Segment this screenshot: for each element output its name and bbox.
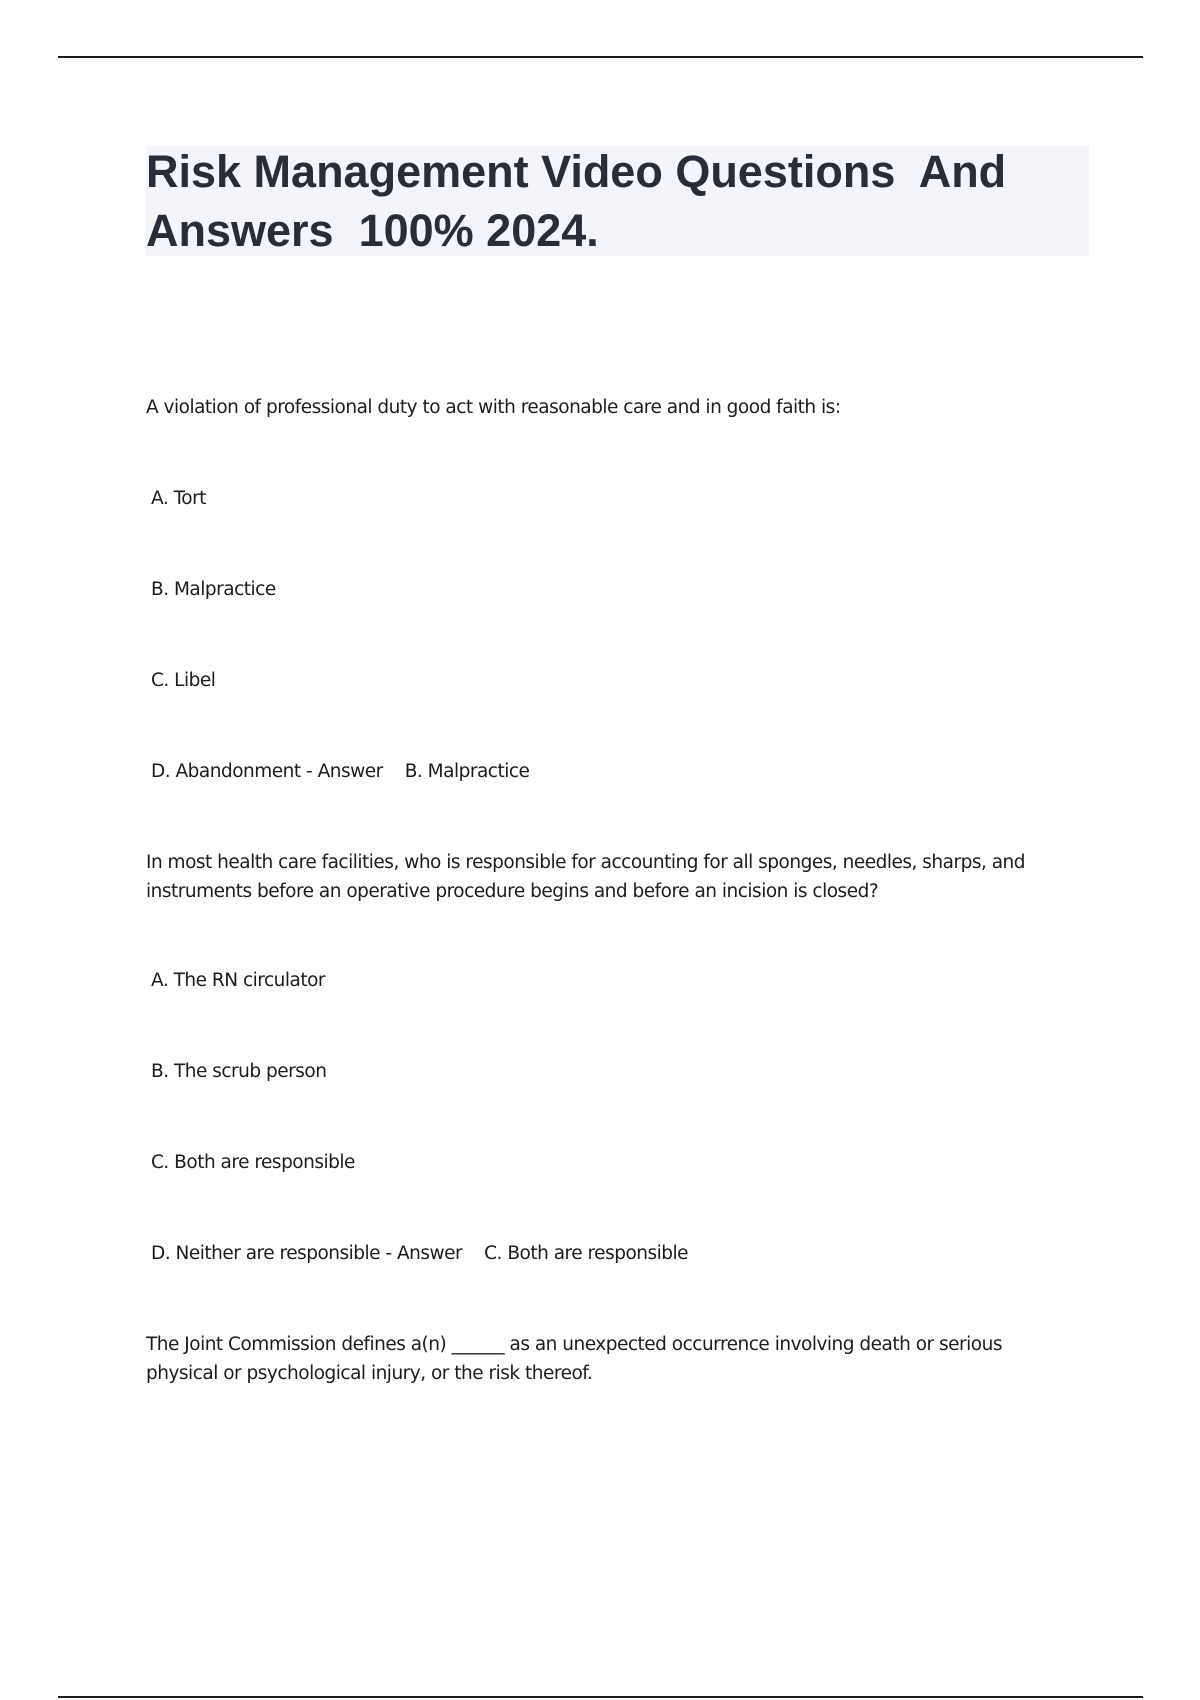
document-title: Risk Management Video Questions And Answers 100% 2024. (146, 146, 1018, 256)
question-2-option-b: B. The scrub person (151, 1061, 327, 1082)
bottom-rule (58, 1696, 1143, 1698)
question-1-option-b: B. Malpractice (151, 579, 276, 600)
question-2-option-c: C. Both are responsible (151, 1152, 355, 1173)
question-2-option-d-line (151, 1239, 1051, 1268)
top-rule (58, 56, 1143, 58)
question-2-option-a: A. The RN circulator (151, 970, 326, 991)
question-1-option-d-line (151, 757, 1051, 786)
question-2-text: In most health care facilities, who is responsible for accounting for all sponges, needles, sharps, and instruments before an operative procedure begins and before an incision is closed? (146, 852, 1026, 902)
question-1-text: A violation of professional duty to act with reasonable care and in good faith is: (146, 397, 841, 418)
question-2-answer: C. Both are responsible (484, 1243, 689, 1264)
question-1-option-a: A. Tort (151, 488, 206, 509)
question-3-text: The Joint Commission defines a(n) ______ as an unexpected occurrence involving death or serious physical or psychological injury, or the risk thereof. (146, 1334, 1002, 1384)
question-2-option-d: D. Neither are responsible - Answer (151, 1243, 463, 1264)
question-1-option-c: C. Libel (151, 670, 216, 691)
question-1-answer: B. Malpractice (404, 761, 530, 782)
question-1-option-d: D. Abandonment - Answer (151, 761, 383, 782)
